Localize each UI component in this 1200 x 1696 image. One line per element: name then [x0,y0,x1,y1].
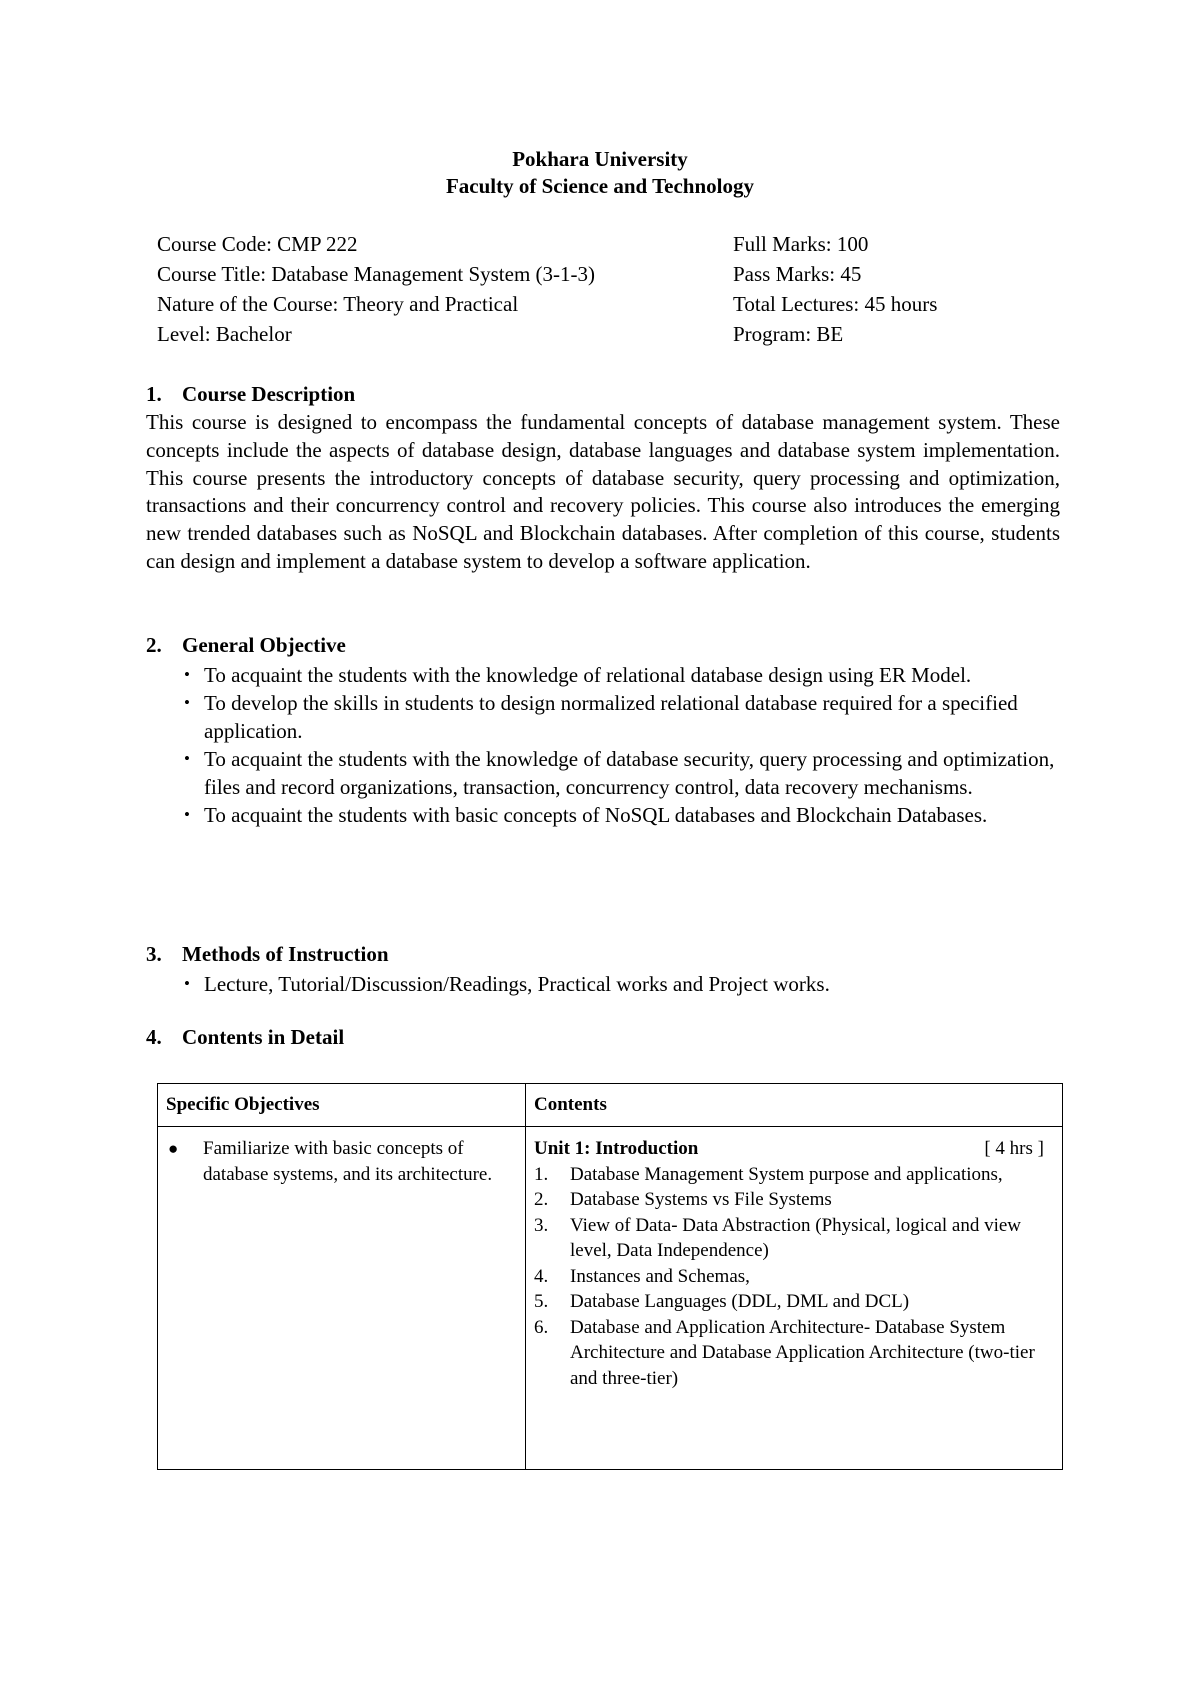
course-code: Course Code: CMP 222 [157,232,358,256]
list-item: • Lecture, Tutorial/Discussion/Readings, Practical works and Project works. [184,970,1064,998]
course-info-row [157,319,1057,349]
list-item: 2. Database Systems vs File Systems [534,1189,832,1210]
total-lectures: Total Lectures: 45 hours [733,292,938,316]
list-item: 4. Instances and Schemas, [534,1265,750,1287]
bullet-icon: ● [168,1139,179,1158]
unit-hours: [ 4 hrs ] [984,1138,1044,1159]
list-item: 5. Database Languages (DDL, DML and DCL) [534,1291,910,1312]
program: Program: BE [733,322,844,346]
full-marks: Full Marks: 100 [733,232,869,256]
course-info-row [157,229,1057,259]
objective-cell [166,1136,518,1187]
table-header-objectives: Specific Objectives [166,1094,320,1115]
section-heading-objective [146,633,346,658]
unit-content-list [534,1162,1054,1392]
list-item: 3. View of Data- Data Abstraction (Physical, logical and view level, Data Independence) [534,1214,1022,1261]
column-divider [525,1084,526,1469]
course-title: Course Title: Database Management System (3-1-3) [157,262,596,286]
pass-marks: Pass Marks: 45 [733,262,862,286]
section-number: 1. [146,382,162,406]
header-divider [158,1126,1062,1127]
section-heading-contents [146,1025,344,1050]
course-nature: Nature of the Course: Theory and Practical [157,292,519,316]
unit-title: Unit 1: Introduction [534,1138,699,1159]
contents-cell [534,1136,1054,1391]
section-title: Methods of Instruction [182,942,389,966]
objective-text: Familiarize with basic concepts of database systems, and its architecture. [203,1138,493,1185]
section-number: 4. [146,1025,162,1049]
list-item: • To develop the skills in students to design normalized relational database required for a specified application. [184,689,1064,745]
list-item: • To acquaint the students with the knowledge of database security, query processing and optimization, files and record organizations, transaction, concurrency control, data recovery mechanisms. [184,745,1064,801]
section-number: 3. [146,942,162,966]
course-info [157,229,1057,349]
course-info-row [157,259,1057,289]
list-item: 6. Database and Application Architecture- Database System Architecture and Database Application Architecture (two-tier and three-tier) [534,1316,1035,1389]
course-description-text: This course is designed to encompass the fundamental concepts of database management system. These concepts include the aspects of database design, database languages and database system implementation. This course presents the introductory concepts of database security, query processing and optimization, transactions and their concurrency control and recovery policies. This course also introduces the emerging new trended databases such as NoSQL and Blockchain databases. After completion of this course, students can design and implement a database system to develop a software application. [146,410,1060,573]
objective-list [184,661,1064,829]
section-heading-methods [146,942,389,967]
list-item: 1. Database Management System purpose and applications, [534,1163,1003,1185]
methods-list [184,970,1064,998]
section-number: 2. [146,633,162,657]
contents-table [157,1083,1063,1470]
course-level: Level: Bachelor [157,322,292,346]
faculty-name: Faculty of Science and Technology [445,174,755,198]
section-heading-description [146,382,355,407]
course-info-row [157,289,1057,319]
list-item: • To acquaint the students with basic concepts of NoSQL databases and Blockchain Databases. [184,801,1064,829]
table-header-contents: Contents [534,1094,607,1115]
unit-heading [534,1136,1054,1162]
list-item: • To acquaint the students with the knowledge of relational database design using ER Model. [184,661,1064,689]
university-name: Pokhara University [512,147,688,171]
section-title: General Objective [182,633,346,657]
section-title: Course Description [182,382,356,406]
section-title: Contents in Detail [182,1025,345,1049]
